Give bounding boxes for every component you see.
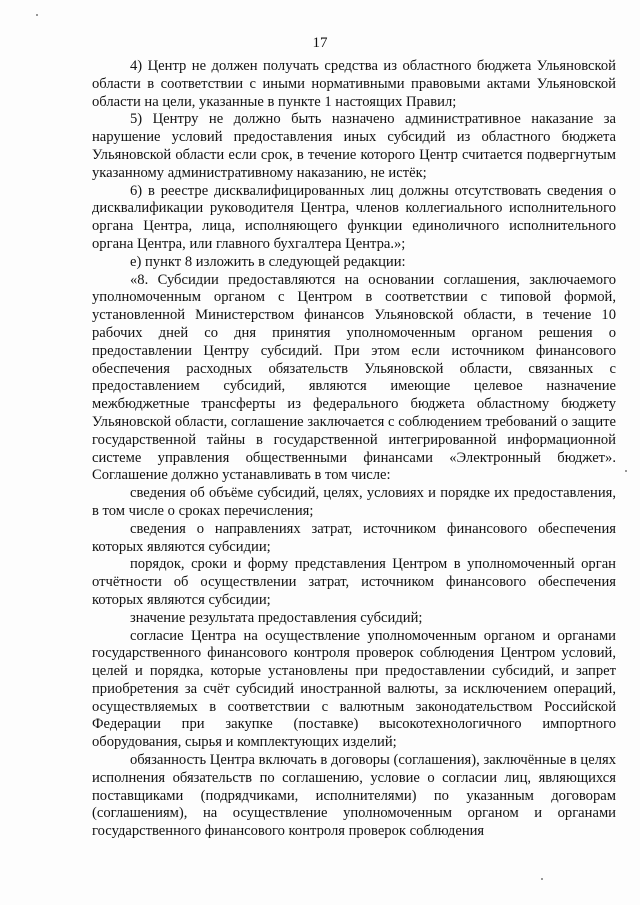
paragraph-item-6: 6) в реестре дисквалифицированных лиц должны отсутствовать сведения о дисквалификации руководителя Центра, членов коллегиального исполнительного органа Центра, лица, исполняющего функции единоличного исполнительного органа Центра, или главного бухгалтера Центра.»; <box>92 182 616 252</box>
paragraph-subsidy-volume: сведения об объёме субсидий, целях, условиях и порядке их предоставления, в том числе о сроках перечисления; <box>92 485 616 519</box>
paragraph-item-5: 5) Центру не должно быть назначено административное наказание за нарушение условий предоставления иных субсидий из областного бюджета Ульяновской области если срок, в течение которого Центр считается подвергнутым указанному административному наказанию, не истёк; <box>92 111 616 181</box>
paragraph-subitem-e: е) пункт 8 изложить в следующей редакции: <box>130 253 406 270</box>
paragraph-result-value: значение результата предоставления субсидий; <box>130 609 423 626</box>
scan-speck <box>625 470 627 472</box>
scan-speck <box>541 878 543 880</box>
paragraph-consent: согласие Центра на осуществление уполномоченным органом и органами государственного финансового контроля проверок соблюдения Центром условий, целей и порядка, которые установлены при предоставлении субсидий, и запрет приобретения за счёт субсидий иностранной валюты, за исключением операций, осуществляемых в соответствии с валютным законодательством Российской Федерации при закупке (поставке) высокотехнологичного импортного оборудования, сырья и комплектующих изделий; <box>92 627 616 751</box>
paragraph-cost-directions: сведения о направлениях затрат, источником финансового обеспечения которых являются субсидии; <box>92 520 616 555</box>
paragraph-item-4: 4) Центр не должен получать средства из областного бюджета Ульяновской области в соответствии с иными нормативными правовыми актами Ульяновской области на цели, указанные в пункте 1 настоящих Правил; <box>92 58 616 110</box>
paragraph-reporting: порядок, сроки и форму представления Центром в уполномоченный орган отчётности об осуществлении затрат, источником финансового обеспечения которых являются субсидии; <box>92 556 616 608</box>
paragraph-clause-8: «8. Субсидии предоставляются на основании соглашения, заключаемого уполномоченным органом с Центром в соответствии с типовой формой, установленной Министерством финансов Ульяновской области, в течение 10 рабочих дней со дня принятия уполномоченным органом решения о предоставлении Центру субсидий. При этом если источником финансового обеспечения расходных обязательств Ульяновской области, связанных с предоставлением субсидий, являются имеющие целевое назначение межбюджетные трансферты из федерального бюджета областному бюджету Ульяновской области, соглашение заключается с соблюдением требований о защите государственной тайны в государственной интегрированной информационной системе управления общественными финансами «Электронный бюджет». Соглашение должно устанавливать в том числе: <box>92 271 616 484</box>
page-number: 17 <box>312 35 328 51</box>
paragraph-obligation: обязанность Центра включать в договоры (соглашения), заключённые в целях исполнения обязательств по соглашению, условие о согласии лиц, являющихся поставщиками (подрядчиками, исполнителями) по указанным договорам (соглашениям), на осуществление уполномоченным органом и органами государственного финансового контроля проверок соблюдения <box>92 752 616 840</box>
scan-speck <box>36 14 38 16</box>
document-body <box>92 58 616 841</box>
